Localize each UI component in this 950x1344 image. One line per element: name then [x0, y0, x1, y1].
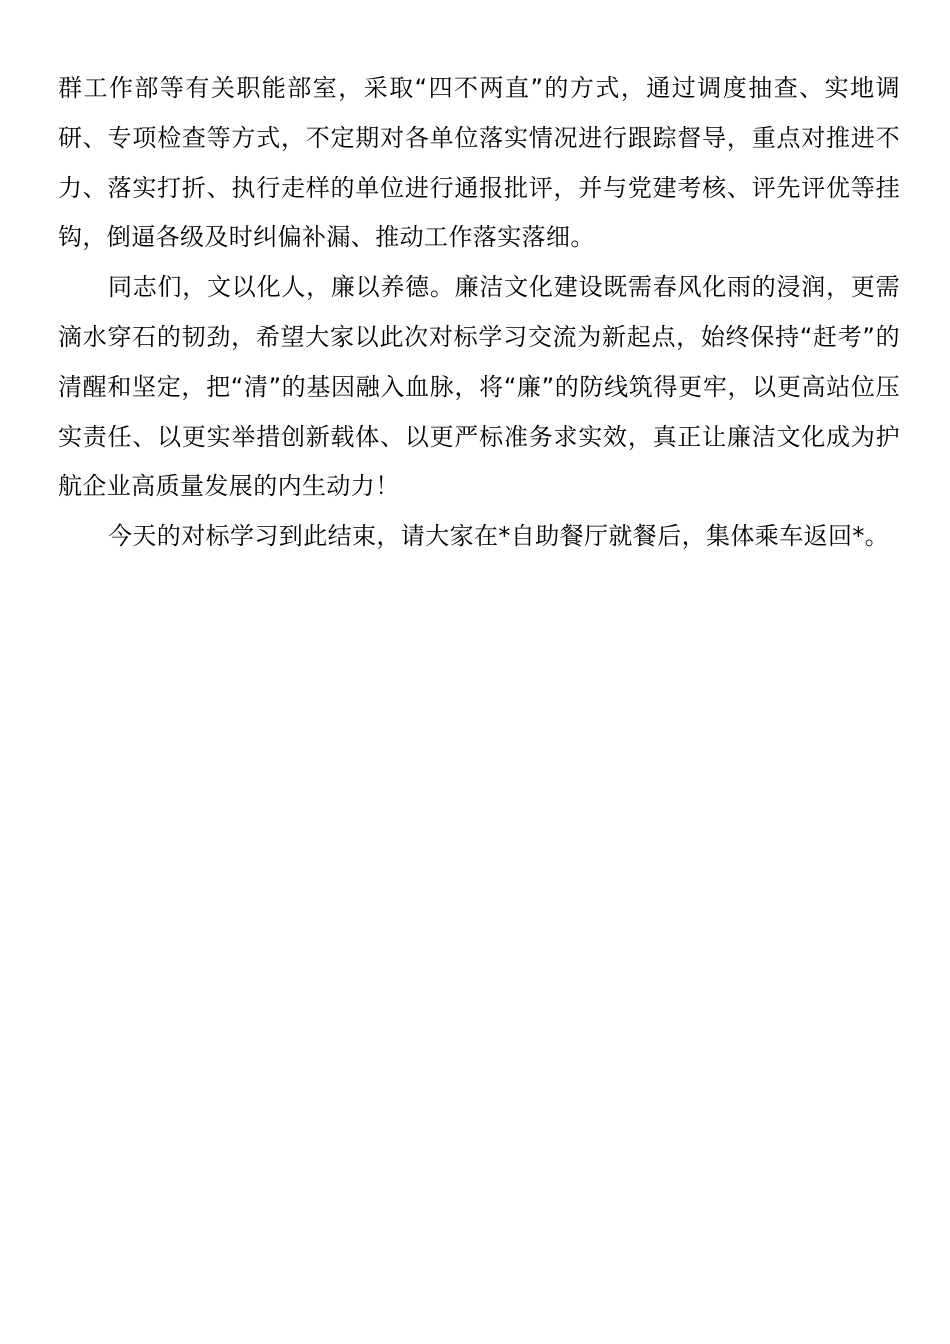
paragraph-continuation: 群工作部等有关职能部室，采取“四不两直”的方式，通过调度抽查、实地调研、专项检查等方式，不定期对各单位落实情况进行跟踪督导，重点对推进不力、落实打折、执行走样的单位进行通报批评，并与党建考核、评先评优等挂钩，倒逼各级及时纠偏补漏、推动工作落实落细。: [58, 74, 900, 252]
paragraph-closing-notice: 今天的对标学习到此结束，请大家在*自助餐厅就餐后，集体乘车返回*。: [108, 522, 890, 551]
document-page: [58, 64, 900, 562]
paragraph-closing-remarks: 同志们，文以化人，廉以养德。廉洁文化建设既需春风化雨的浸润，更需滴水穿石的韧劲，希望大家以此次对标学习交流为新起点，始终保持“赶考”的清醒和坚定，把“清”的基因融入血脉，将“廉”的防线筑得更牢，以更高站位压实责任、以更实举措创新载体、以更严标准务求实效，真正让廉洁文化成为护航企业高质量发展的内生动力！: [58, 273, 900, 501]
